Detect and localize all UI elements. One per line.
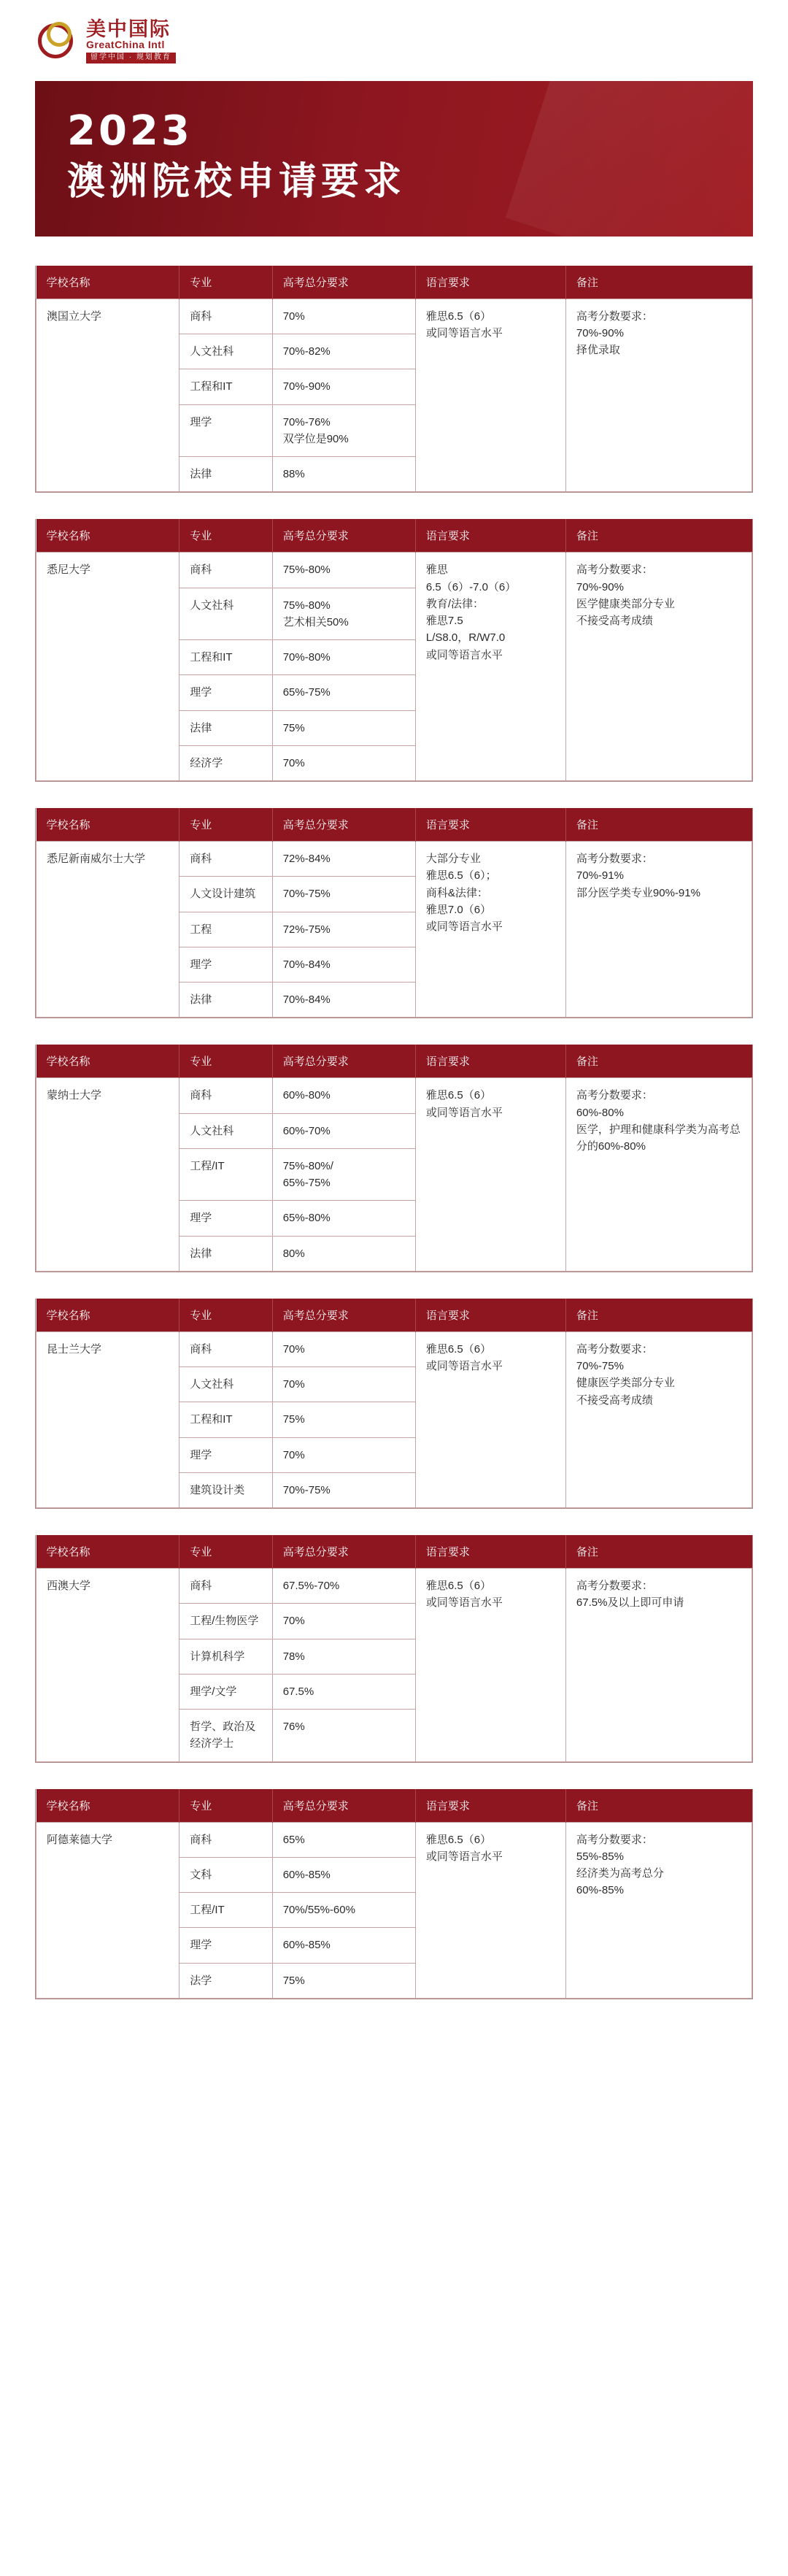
- score-cell: 60%-80%: [272, 1078, 415, 1113]
- major-cell: 理学: [179, 1437, 273, 1472]
- major-cell: 理学: [179, 947, 273, 982]
- major-cell: 商科: [179, 1569, 273, 1604]
- column-header: 语言要求: [415, 266, 565, 299]
- major-cell: 理学: [179, 1928, 273, 1963]
- requirements-table: [36, 1045, 752, 1272]
- score-cell: 60%-85%: [272, 1857, 415, 1892]
- school-name-cell: 昆士兰大学: [36, 1331, 179, 1507]
- table-row: [36, 1078, 752, 1113]
- university-table: [35, 266, 753, 493]
- column-header: 高考总分要求: [272, 1045, 415, 1078]
- major-cell: 工程和IT: [179, 1402, 273, 1437]
- score-cell: 75%: [272, 1963, 415, 1998]
- major-cell: 法律: [179, 983, 273, 1018]
- column-header: 语言要求: [415, 1045, 565, 1078]
- score-cell: 70%-75%: [272, 877, 415, 912]
- major-cell: 人文社科: [179, 334, 273, 369]
- table-row: [36, 842, 752, 877]
- university-table: [35, 1299, 753, 1509]
- note-cell: 高考分数要求： 70%-90% 医学健康类部分专业 不接受高考成绩: [565, 553, 752, 781]
- score-cell: 70%: [272, 1604, 415, 1639]
- column-header: 备注: [565, 808, 752, 842]
- table-header-row: [36, 266, 752, 299]
- major-cell: 人文社科: [179, 1367, 273, 1402]
- logo-text: [86, 19, 176, 64]
- tables-container: [0, 266, 788, 1999]
- column-header: 专业: [179, 1299, 273, 1332]
- score-cell: 78%: [272, 1639, 415, 1674]
- score-cell: 70%-84%: [272, 983, 415, 1018]
- score-cell: 70%-80%: [272, 640, 415, 675]
- table-header-row: [36, 1789, 752, 1823]
- school-name-cell: 悉尼新南威尔士大学: [36, 842, 179, 1018]
- major-cell: 法律: [179, 457, 273, 492]
- score-cell: 88%: [272, 457, 415, 492]
- column-header: 语言要求: [415, 808, 565, 842]
- table-header-row: [36, 1299, 752, 1332]
- column-header: 高考总分要求: [272, 1535, 415, 1569]
- brand-logo: [0, 0, 788, 78]
- language-requirement-cell: 雅思6.5（6） 或同等语言水平: [415, 1331, 565, 1507]
- language-requirement-cell: 雅思 6.5（6）-7.0（6） 教育/法律： 雅思7.5 L/S8.0，R/W7.0 或同等语言水平: [415, 553, 565, 781]
- score-cell: 70%: [272, 745, 415, 780]
- major-cell: 法学: [179, 1963, 273, 1998]
- column-header: 备注: [565, 266, 752, 299]
- score-cell: 67.5%: [272, 1674, 415, 1709]
- requirements-table: [36, 1789, 752, 1999]
- score-cell: 76%: [272, 1710, 415, 1762]
- major-cell: 文科: [179, 1857, 273, 1892]
- language-requirement-cell: 雅思6.5（6） 或同等语言水平: [415, 299, 565, 492]
- requirements-table: [36, 1535, 752, 1762]
- score-cell: 72%-84%: [272, 842, 415, 877]
- major-cell: 法律: [179, 710, 273, 745]
- score-cell: 70%-90%: [272, 369, 415, 404]
- column-header: 备注: [565, 519, 752, 553]
- major-cell: 经济学: [179, 745, 273, 780]
- major-cell: 商科: [179, 842, 273, 877]
- table-header-row: [36, 1045, 752, 1078]
- column-header: 专业: [179, 519, 273, 553]
- column-header: 语言要求: [415, 1535, 565, 1569]
- column-header: 专业: [179, 808, 273, 842]
- column-header: 学校名称: [36, 266, 179, 299]
- major-cell: 工程: [179, 912, 273, 947]
- score-cell: 72%-75%: [272, 912, 415, 947]
- column-header: 备注: [565, 1789, 752, 1823]
- score-cell: 75%-80% 艺术相关50%: [272, 588, 415, 640]
- university-table: [35, 1535, 753, 1763]
- banner-year: 2023: [67, 107, 193, 155]
- score-cell: 70%-75%: [272, 1472, 415, 1507]
- column-header: 专业: [179, 1789, 273, 1823]
- score-cell: 70%: [272, 1367, 415, 1402]
- note-cell: 高考分数要求： 70%-90% 择优录取: [565, 299, 752, 492]
- column-header: 学校名称: [36, 1045, 179, 1078]
- score-cell: 75%: [272, 1402, 415, 1437]
- major-cell: 建筑设计类: [179, 1472, 273, 1507]
- score-cell: 65%-80%: [272, 1201, 415, 1236]
- major-cell: 法律: [179, 1236, 273, 1271]
- requirements-table: [36, 519, 752, 781]
- table-row: [36, 1569, 752, 1604]
- banner-title: 澳洲院校申请要求: [67, 161, 406, 204]
- school-name-cell: 蒙纳士大学: [36, 1078, 179, 1272]
- column-header: 高考总分要求: [272, 519, 415, 553]
- major-cell: 理学: [179, 404, 273, 457]
- school-name-cell: 悉尼大学: [36, 553, 179, 781]
- logo-cn-name: 美中国际: [86, 18, 171, 40]
- major-cell: 人文设计建筑: [179, 877, 273, 912]
- table-row: [36, 299, 752, 334]
- score-cell: 70%-82%: [272, 334, 415, 369]
- logo-icon: [35, 20, 76, 61]
- column-header: 高考总分要求: [272, 1299, 415, 1332]
- school-name-cell: 澳国立大学: [36, 299, 179, 492]
- major-cell: 工程和IT: [179, 369, 273, 404]
- note-cell: 高考分数要求： 67.5%及以上即可申请: [565, 1569, 752, 1762]
- major-cell: 商科: [179, 1331, 273, 1366]
- major-cell: 理学: [179, 675, 273, 710]
- language-requirement-cell: 大部分专业 雅思6.5（6）； 商科&法律： 雅思7.0（6） 或同等语言水平: [415, 842, 565, 1018]
- column-header: 语言要求: [415, 1299, 565, 1332]
- score-cell: 75%-80%: [272, 553, 415, 588]
- university-table: [35, 1045, 753, 1272]
- score-cell: 70%: [272, 1331, 415, 1366]
- table-header-row: [36, 519, 752, 553]
- score-cell: 75%-80%/ 65%-75%: [272, 1148, 415, 1201]
- university-table: [35, 1789, 753, 1999]
- score-cell: 65%: [272, 1822, 415, 1857]
- major-cell: 理学/文学: [179, 1674, 273, 1709]
- score-cell: 70%-76% 双学位是90%: [272, 404, 415, 457]
- column-header: 学校名称: [36, 519, 179, 553]
- column-header: 高考总分要求: [272, 1789, 415, 1823]
- column-header: 专业: [179, 1045, 273, 1078]
- major-cell: 人文社科: [179, 588, 273, 640]
- major-cell: 商科: [179, 299, 273, 334]
- table-header-row: [36, 1535, 752, 1569]
- note-cell: 高考分数要求： 70%-91% 部分医学类专业90%-91%: [565, 842, 752, 1018]
- score-cell: 60%-85%: [272, 1928, 415, 1963]
- score-cell: 70%: [272, 1437, 415, 1472]
- column-header: 高考总分要求: [272, 266, 415, 299]
- major-cell: 商科: [179, 1822, 273, 1857]
- language-requirement-cell: 雅思6.5（6） 或同等语言水平: [415, 1078, 565, 1272]
- requirements-table: [36, 266, 752, 493]
- banner: [35, 81, 753, 237]
- note-cell: 高考分数要求： 55%-85% 经济类为高考总分 60%-85%: [565, 1822, 752, 1998]
- major-cell: 工程/IT: [179, 1893, 273, 1928]
- column-header: 学校名称: [36, 1789, 179, 1823]
- note-cell: 高考分数要求： 60%-80% 医学，护理和健康科学类为高考总分的60%-80%: [565, 1078, 752, 1272]
- school-name-cell: 阿德莱德大学: [36, 1822, 179, 1998]
- logo-en-name: GreatChina Intl: [86, 39, 165, 51]
- major-cell: 工程/生物医学: [179, 1604, 273, 1639]
- logo-tagline: 留学中国 · 规划教育: [86, 53, 176, 64]
- column-header: 备注: [565, 1299, 752, 1332]
- column-header: 学校名称: [36, 1535, 179, 1569]
- column-header: 学校名称: [36, 808, 179, 842]
- major-cell: 哲学、政治及经济学士: [179, 1710, 273, 1762]
- score-cell: 67.5%-70%: [272, 1569, 415, 1604]
- major-cell: 工程和IT: [179, 640, 273, 675]
- language-requirement-cell: 雅思6.5（6） 或同等语言水平: [415, 1822, 565, 1998]
- column-header: 专业: [179, 266, 273, 299]
- column-header: 备注: [565, 1045, 752, 1078]
- university-table: [35, 808, 753, 1018]
- score-cell: 70%/55%-60%: [272, 1893, 415, 1928]
- score-cell: 80%: [272, 1236, 415, 1271]
- major-cell: 理学: [179, 1201, 273, 1236]
- school-name-cell: 西澳大学: [36, 1569, 179, 1762]
- major-cell: 商科: [179, 1078, 273, 1113]
- requirements-table: [36, 808, 752, 1018]
- major-cell: 工程/IT: [179, 1148, 273, 1201]
- table-row: [36, 553, 752, 588]
- column-header: 高考总分要求: [272, 808, 415, 842]
- university-table: [35, 519, 753, 782]
- column-header: 备注: [565, 1535, 752, 1569]
- table-header-row: [36, 808, 752, 842]
- score-cell: 75%: [272, 710, 415, 745]
- note-cell: 高考分数要求： 70%-75% 健康医学类部分专业 不接受高考成绩: [565, 1331, 752, 1507]
- language-requirement-cell: 雅思6.5（6） 或同等语言水平: [415, 1569, 565, 1762]
- table-row: [36, 1822, 752, 1857]
- column-header: 语言要求: [415, 1789, 565, 1823]
- score-cell: 70%-84%: [272, 947, 415, 982]
- major-cell: 人文社科: [179, 1113, 273, 1148]
- major-cell: 计算机科学: [179, 1639, 273, 1674]
- column-header: 专业: [179, 1535, 273, 1569]
- column-header: 语言要求: [415, 519, 565, 553]
- score-cell: 65%-75%: [272, 675, 415, 710]
- requirements-table: [36, 1299, 752, 1508]
- major-cell: 商科: [179, 553, 273, 588]
- table-row: [36, 1331, 752, 1366]
- score-cell: 70%: [272, 299, 415, 334]
- column-header: 学校名称: [36, 1299, 179, 1332]
- score-cell: 60%-70%: [272, 1113, 415, 1148]
